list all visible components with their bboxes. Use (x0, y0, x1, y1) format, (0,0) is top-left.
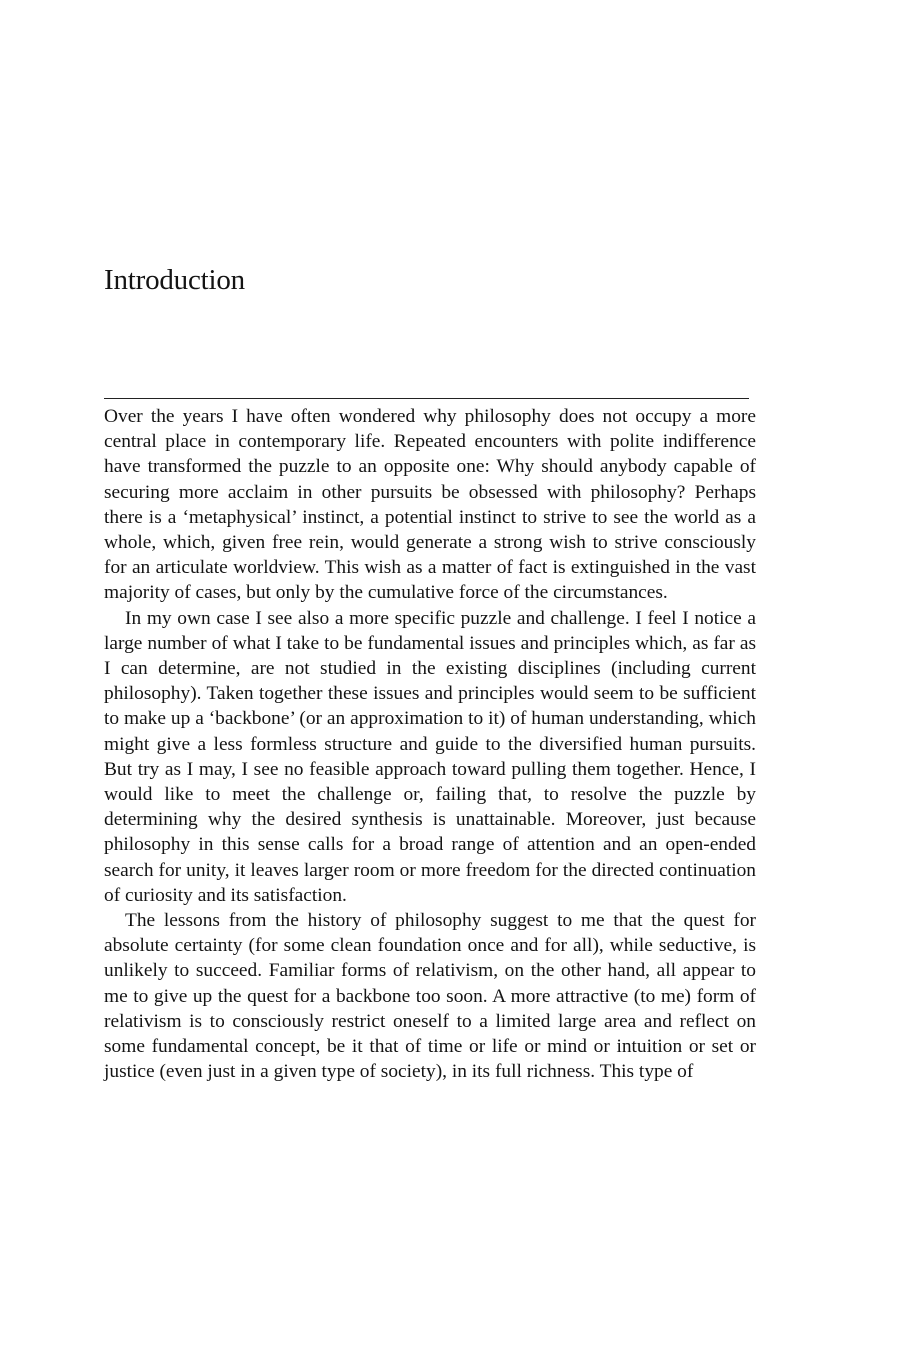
paragraph-1: Over the years I have often wondered why philosophy does not occupy a more central place in contemporary life. Repeated encounters with polite indifference have transformed the puzzle to an opposite one: Why should anybody capable of securing more acclaim in other pursuits be obsessed with philosophy? Perhaps there is a ‘metaphysical’ instinct, a potential instinct to strive to see the world as a whole, which, given free rein, would generate a strong wish to strive consciously for an articulate worldview. This wish as a matter of fact is extinguished in the vast majority of cases, but only by the cumulative force of the circumstances. (104, 406, 756, 604)
chapter-title: Introduction (104, 264, 245, 296)
paragraph-2: In my own case I see also a more specific puzzle and challenge. I feel I notice a large number of what I take to be fundamental issues and principles which, as far as I can determine, are not studied in the existing disciplines (including current philosophy). Taken together these issues and principles would seem to be sufficient to make up a ‘backbone’ (or an approximation to it) of human understanding, which might give a less formless structure and guide to the diversified human pursuits. But try as I may, I see no feasible approach toward pulling them together. Hence, I would like to meet the challenge or, failing that, to resolve the puzzle by determining why the desired synthesis is unattainable. Moreover, just because philosophy in this sense calls for a broad range of attention and an open-ended search for unity, it leaves larger room or more freedom for the directed continuation of curiosity and its satisfaction. (104, 607, 756, 906)
body-text (104, 404, 756, 1084)
horizontal-rule (104, 398, 749, 399)
paragraph-3: The lessons from the history of philosophy suggest to me that the quest for absolute certainty (for some clean foundation once and for all), while seductive, is unlikely to succeed. Familiar forms of relativism, on the other hand, all appear to me to give up the quest for a backbone too soon. A more attractive (to me) form of relativism is to consciously restrict oneself to a limited large area and reflect on some fundamental concept, be it that of time or life or mind or intuition or set or justice (even just in a given type of society), in its full richness. This type of (104, 910, 756, 1083)
